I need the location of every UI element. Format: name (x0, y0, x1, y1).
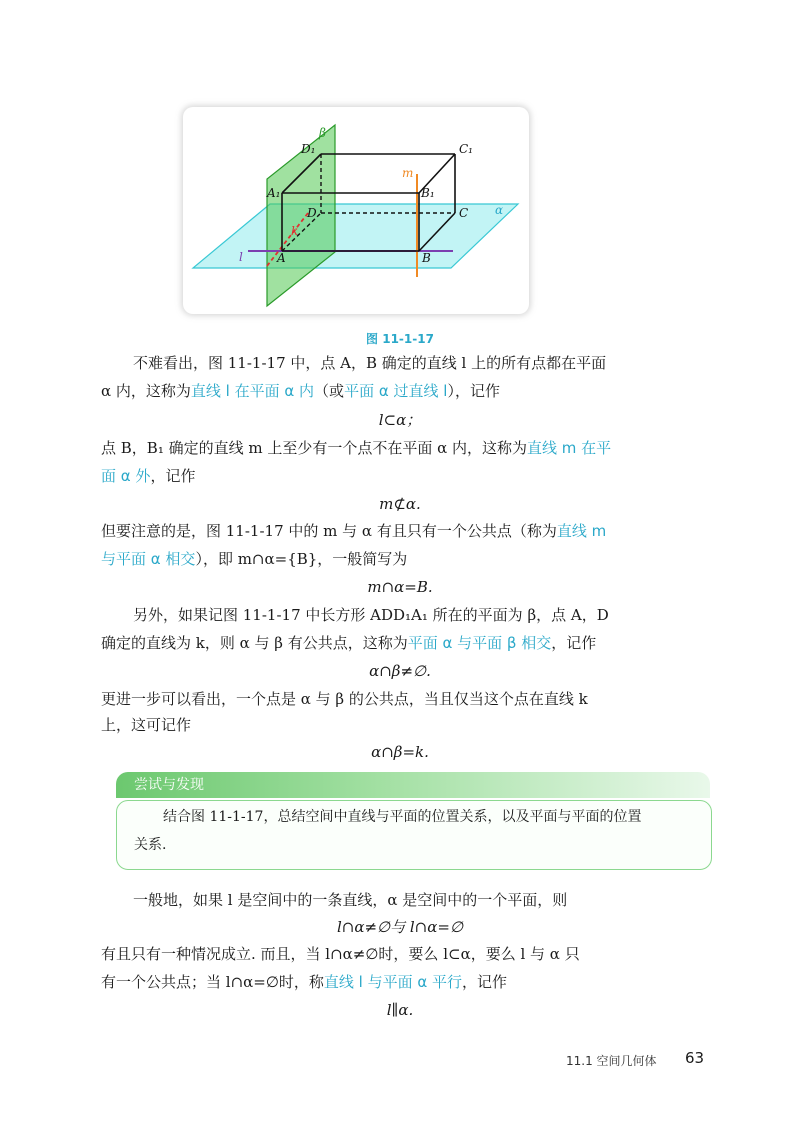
term-line-intersects-b: 与平面 α 相交 (101, 550, 196, 568)
p1-line2-b: （或 (314, 382, 345, 400)
p5-line1: 更进一步可以看出，一个点是 α 与 β 的公共点，当且仅当这个点在直线 k (101, 690, 588, 708)
p4-line1: 另外，如果记图 11-1-17 中长方形 ADD₁A₁ 所在的平面为 β，点 A，D (133, 606, 609, 624)
term-planes-intersect: 平面 α 与平面 β 相交 (407, 634, 552, 652)
figure-caption: 图 11-1-17 (366, 332, 434, 346)
page-number: 63 (685, 1049, 705, 1067)
term-line-intersects-a: 直线 m (556, 522, 607, 540)
p3-line2 (101, 548, 407, 570)
label-beta: β (319, 126, 326, 140)
term-line-outside-plane-b: 面 α 外 (101, 467, 151, 485)
p2-line2 (101, 465, 195, 487)
label-B1: B₁ (421, 186, 435, 200)
p2-line1 (101, 437, 611, 459)
p4-line2-b: ，记作 (551, 634, 597, 652)
p6-line3-b: ，记作 (462, 973, 508, 991)
formula-2: m⊄α. (379, 495, 421, 513)
label-C1: C₁ (459, 142, 473, 156)
try-discover-line2: 关系. (134, 837, 167, 853)
figure-card (183, 107, 529, 314)
label-A1: A₁ (267, 186, 281, 200)
label-B: B (422, 251, 431, 265)
formula-5: α∩β=k. (371, 743, 429, 761)
formula-3: m∩α=B. (367, 578, 433, 596)
geometry-figure (183, 107, 529, 314)
try-discover-line1: 结合图 11-1-17，总结空间中直线与平面的位置关系，以及平面与平面的位置 (163, 809, 642, 825)
term-line-in-plane: 直线 l 在平面 α 内 (190, 382, 315, 400)
term-plane-through-line: 平面 α 过直线 l (344, 382, 448, 400)
label-l: l (239, 250, 243, 264)
try-discover-tab (116, 772, 710, 798)
formula-6: l∩α≠∅与 l∩α=∅ (336, 918, 464, 936)
term-line-parallel-plane: 直线 l 与平面 α 平行 (323, 973, 463, 991)
label-m: m (402, 166, 414, 180)
p2-line2-b: ，记作 (150, 467, 196, 485)
label-alpha: α (495, 203, 504, 217)
p4-line2-a: 确定的直线为 k，则 α 与 β 有公共点，这称为 (101, 634, 408, 652)
p3-line1 (101, 520, 606, 542)
p3-line2-b: ），即 m∩α={B}，一般简写为 (195, 550, 408, 568)
p1-line1: 不难看出，图 11-1-17 中，点 A，B 确定的直线 l 上的所有点都在平面 (133, 354, 607, 372)
p6-line3-a: 有一个公共点；当 l∩α=∅时，称 (101, 973, 324, 991)
p6-line3 (101, 971, 507, 993)
p4-line2 (101, 632, 596, 654)
p6-line2: 有且只有一种情况成立. 而且，当 l∩α≠∅时，要么 l⊂α，要么 l 与 α 只 (101, 945, 580, 963)
p3-line1-a: 但要注意的是，图 11-1-17 中的 m 与 α 有且只有一个公共点（称为 (101, 522, 557, 540)
footer-section: 11.1 空间几何体 (566, 1054, 657, 1068)
p6-line1: 一般地，如果 l 是空间中的一条直线，α 是空间中的一个平面，则 (133, 891, 568, 909)
label-C: C (459, 206, 469, 220)
p2-line1-a: 点 B，B₁ 确定的直线 m 上至少有一个点不在平面 α 内，这称为 (101, 439, 528, 457)
label-A: A (277, 251, 286, 265)
p1-line2-c: ），记作 (447, 382, 500, 400)
term-line-outside-plane-a: 直线 m 在平 (527, 439, 612, 457)
label-k: k (291, 224, 299, 238)
label-D1: D₁ (301, 142, 316, 156)
formula-4: α∩β≠∅. (369, 662, 431, 680)
formula-7: l∥α. (386, 1001, 414, 1019)
formula-1: l⊂α； (378, 411, 422, 429)
label-D: D (307, 206, 317, 220)
p1-line2 (101, 380, 500, 402)
p5-line2: 上，这可记作 (101, 716, 192, 734)
try-discover-title: 尝试与发现 (134, 777, 204, 793)
p1-line2-a: α 内，这称为 (101, 382, 191, 400)
